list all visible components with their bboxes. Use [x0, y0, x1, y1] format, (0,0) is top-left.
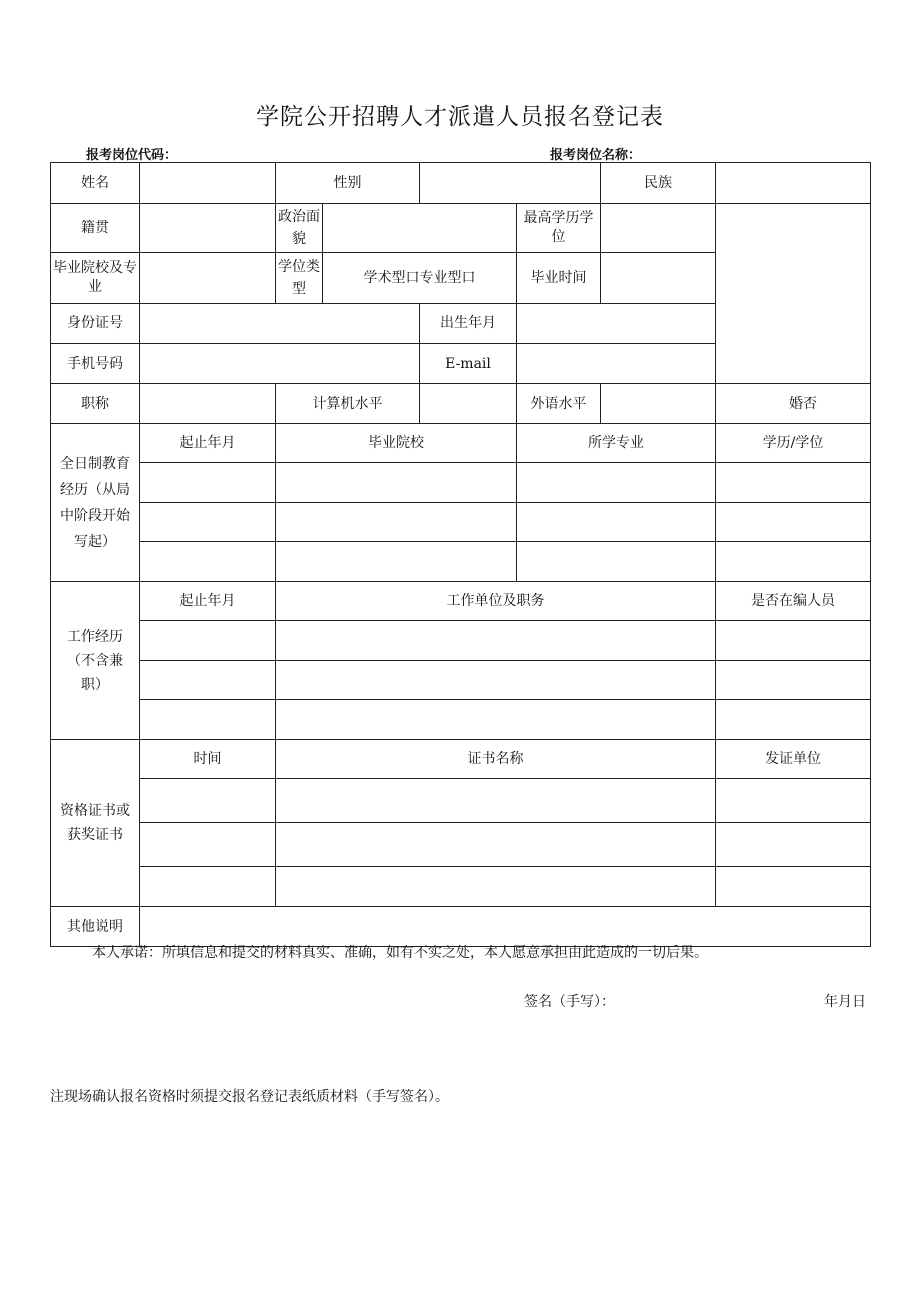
computer-level-label: 计算机水平 — [276, 384, 420, 424]
table-row — [51, 779, 871, 823]
cert-section-text: 资格证书或获奖证书 — [60, 803, 130, 843]
work-col-unit: 工作单位及职务 — [276, 582, 716, 621]
name-label: 姓名 — [51, 163, 140, 204]
registration-table — [50, 162, 871, 947]
email-field[interactable] — [517, 344, 716, 384]
birth-date-field[interactable] — [517, 303, 716, 344]
political-status-field[interactable] — [323, 203, 517, 252]
edu-col-degree: 学历/学位 — [716, 424, 871, 463]
table-row — [51, 503, 871, 542]
cert-name-field[interactable] — [276, 779, 716, 823]
work-col-period: 起止年月 — [140, 582, 276, 621]
gender-field[interactable] — [420, 163, 601, 204]
edu-degree-field[interactable] — [716, 463, 871, 503]
cert-issuer-field[interactable] — [716, 867, 871, 907]
edu-period-field[interactable] — [140, 463, 276, 503]
table-row — [51, 823, 871, 867]
work-staff-field[interactable] — [716, 661, 871, 700]
cert-issuer-field[interactable] — [716, 823, 871, 867]
title-rank-field[interactable] — [140, 384, 276, 424]
footnote: 注现场确认报名资格时须提交报名登记表纸质材料（手写签名）。 — [50, 1089, 449, 1105]
table-row — [51, 621, 871, 661]
table-row — [51, 700, 871, 740]
work-unit-field[interactable] — [276, 621, 716, 661]
post-code-label: 报考岗位代码： — [86, 148, 178, 163]
table-row — [51, 463, 871, 503]
work-section-label — [51, 582, 140, 740]
work-unit-field[interactable] — [276, 661, 716, 700]
edu-col-major: 所学专业 — [517, 424, 716, 463]
degree-type-options[interactable]: 学术型口专业型口 — [323, 252, 517, 303]
birth-date-label: 出生年月 — [420, 303, 517, 344]
work-staff-field[interactable] — [716, 700, 871, 740]
cert-name-field[interactable] — [276, 823, 716, 867]
edu-col-period: 起止年月 — [140, 424, 276, 463]
form-title: 学院公开招聘人才派遣人员报名登记表 — [256, 104, 664, 130]
edu-major-field[interactable] — [517, 503, 716, 542]
cert-col-name: 证书名称 — [276, 740, 716, 779]
cert-name-field[interactable] — [276, 867, 716, 907]
graduate-school-label: 毕业院校及专业 — [51, 252, 140, 303]
phone-field[interactable] — [140, 344, 420, 384]
edu-major-field[interactable] — [517, 542, 716, 582]
table-row — [51, 867, 871, 907]
work-staff-field[interactable] — [716, 621, 871, 661]
work-period-field[interactable] — [140, 700, 276, 740]
edu-period-field[interactable] — [140, 503, 276, 542]
edu-section-text: 全日制教育经历（从局中阶段开始写起） — [60, 455, 130, 550]
date-label: 年月日 — [824, 994, 866, 1010]
table-row — [51, 542, 871, 582]
language-level-label: 外语水平 — [517, 384, 601, 424]
other-label: 其他说明 — [51, 907, 140, 947]
computer-level-field[interactable] — [420, 384, 517, 424]
phone-label: 手机号码 — [51, 344, 140, 384]
post-name-label: 报考岗位名称： — [550, 148, 642, 163]
other-field[interactable] — [140, 907, 871, 947]
native-place-field[interactable] — [140, 203, 276, 252]
edu-degree-field[interactable] — [716, 503, 871, 542]
cert-time-field[interactable] — [140, 779, 276, 823]
political-status-label: 政治面貌 — [276, 203, 323, 252]
highest-degree-field[interactable] — [601, 203, 716, 252]
cert-time-field[interactable] — [140, 867, 276, 907]
id-number-field[interactable] — [140, 303, 420, 344]
ethnicity-label: 民族 — [601, 163, 716, 204]
cert-issuer-field[interactable] — [716, 779, 871, 823]
graduation-time-field[interactable] — [601, 252, 716, 303]
id-number-label: 身份证号 — [51, 303, 140, 344]
native-place-label: 籍贯 — [51, 203, 140, 252]
edu-col-school: 毕业院校 — [276, 424, 517, 463]
table-row — [51, 661, 871, 700]
edu-degree-field[interactable] — [716, 542, 871, 582]
edu-major-field[interactable] — [517, 463, 716, 503]
degree-type-label: 学位类型 — [276, 252, 323, 303]
highest-degree-label: 最高学历学位 — [517, 203, 601, 252]
work-section-text: 工作经历（不含兼职） — [67, 628, 123, 693]
cert-col-issuer: 发证单位 — [716, 740, 871, 779]
edu-school-field[interactable] — [276, 463, 517, 503]
cert-time-field[interactable] — [140, 823, 276, 867]
cert-col-time: 时间 — [140, 740, 276, 779]
work-period-field[interactable] — [140, 621, 276, 661]
email-label: E-mail — [420, 344, 517, 384]
signature-label: 签名（手写）： — [524, 994, 615, 1010]
name-field[interactable] — [140, 163, 276, 204]
work-period-field[interactable] — [140, 661, 276, 700]
work-col-staff: 是否在编人员 — [716, 582, 871, 621]
edu-school-field[interactable] — [276, 503, 517, 542]
edu-period-field[interactable] — [140, 542, 276, 582]
marital-label: 婚否 — [716, 384, 871, 424]
gender-label: 性别 — [276, 163, 420, 204]
work-unit-field[interactable] — [276, 700, 716, 740]
title-rank-label: 职称 — [51, 384, 140, 424]
ethnicity-field[interactable] — [716, 163, 871, 204]
language-level-field[interactable] — [601, 384, 716, 424]
graduate-school-field[interactable] — [140, 252, 276, 303]
cert-section-label — [51, 740, 140, 907]
pledge-text: 本人承诺：所填信息和提交的材料真实、准确，如有不实之处，本人愿意承担由此造成的一切后果。 — [92, 945, 708, 961]
edu-section-label — [51, 424, 140, 582]
graduation-time-label: 毕业时间 — [517, 252, 601, 303]
edu-school-field[interactable] — [276, 542, 517, 582]
